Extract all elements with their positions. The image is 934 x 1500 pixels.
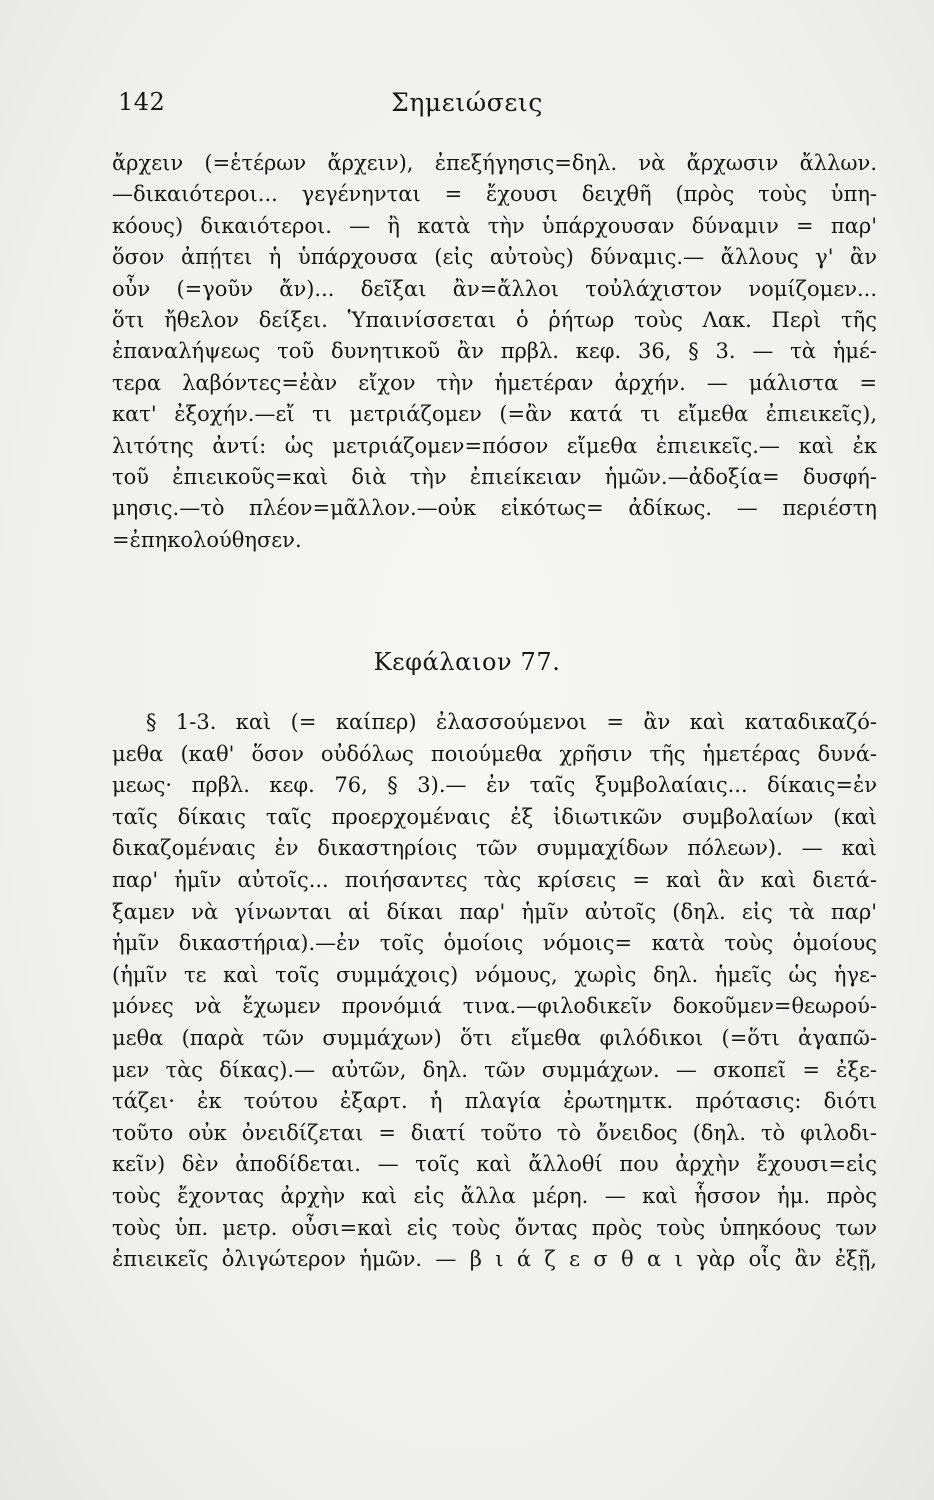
text-line: ἄρχειν (=ἑτέρων ἄρχειν), ἐπεξήγησις=δηλ. νὰ ἄρχωσιν ἄλλων. (112, 151, 877, 175)
text-line: οὖν (=γοῦν ἄν)... δεῖξαι ἂν=ἄλλοι τοὐλάχιστον νομίζομεν... (112, 276, 877, 301)
text-line: μησις.—τὸ πλέον=μᾶλλον.—οὐκ εἰκότως= ἀδίκως. — περιέστη (112, 496, 877, 521)
text-line: τοὺς ὑπ. μετρ. οὖσι=καὶ εἰς τοὺς ὄντας πρὸς τοὺς ὑπηκόους των (112, 1215, 877, 1240)
notes-block-top (112, 148, 877, 556)
text-line: μεθα (παρὰ τῶν συμμάχων) ὅτι εἴμεθα φιλόδικοι (=ὅτι ἀγαπῶ- (112, 1025, 877, 1050)
page-header (0, 82, 934, 122)
chapter-heading: Κεφάλαιον 77. (373, 648, 561, 676)
text-line: τερα λαβόντες=ἐὰν εἴχον τὴν ἡμετέραν ἀρχήν. — μάλιστα = (112, 370, 877, 395)
text-line: ἡμῖν δικαστήρια).—ἐν τοῖς ὁμοίοις νόμοις= κατὰ τοὺς ὁμοίους (112, 931, 877, 956)
text-line: ἐπιεικεῖς ὀλιγώτερον ἡμῶν. — β ι ά ζ ε σ θ α ι γὰρ οἷς ἂν ἐξῇ, (112, 1247, 877, 1272)
text-line: κόους) δικαιότεροι. — ἢ κατὰ τὴν ὑπάρχουσαν δύναμιν = παρ' (112, 213, 877, 238)
notes-block-chapter (112, 707, 877, 1276)
text-line: παρ' ἡμῖν αὐτοῖς... ποιήσαντες τὰς κρίσεις = καὶ ἂν καὶ διετά- (112, 867, 877, 892)
text-line: § 1-3. καὶ (= καίπερ) ἐλασσούμενοι = ἂν καὶ καταδικαζό- (146, 710, 877, 734)
text-line: —δικαιότεροι... γεγένηνται = ἔχουσι δειχθῆ (πρὸς τοὺς ὑπη- (112, 182, 877, 207)
running-head: Σημειώσεις (391, 88, 543, 117)
text-line: δικαζομέναις ἐν δικαστηρίοις τῶν συμμαχίδων πόλεων). — καὶ (112, 836, 877, 861)
text-line: τοῦ ἐπιεικοῦς=καὶ διὰ τὴν ἐπιείκειαν ἡμῶν.—ἀδοξία= δυσφή- (112, 464, 877, 489)
text-line: ἐπαναλήψεως τοῦ δυνητικοῦ ἂν πρβλ. κεφ. 36, § 3. — τὰ ἡμέ- (112, 339, 877, 364)
text-line: μόνες νὰ ἔχωμεν προνόμιά τινα.—φιλοδικεῖν δοκοῦμεν=θεωρού- (112, 994, 877, 1019)
text-line: μεθα (καθ' ὅσον οὐδόλως ποιούμεθα χρῆσιν τῆς ἡμετέρας δυνά- (112, 741, 877, 766)
text-line: ταῖς δίκαις ταῖς προερχομέναις ἐξ ἰδιωτικῶν συμβολαίων (καὶ (112, 804, 877, 829)
text-line: ξαμεν νὰ γίνωνται αἱ δίκαι παρ' ἡμῖν αὐτοῖς (δηλ. εἰς τὰ παρ' (112, 899, 877, 924)
text-line: τάζει· ἐκ τούτου ἐξαρτ. ἡ πλαγία ἐρωτημτκ. πρότασις: διότι (112, 1089, 877, 1114)
text-line: τοὺς ἔχοντας ἀρχὴν καὶ εἰς ἄλλα μέρη. — καὶ ἧσσον ἡμ. πρὸς (112, 1183, 877, 1208)
text-line: =ἐπηκολούθησεν. (112, 527, 302, 552)
text-line: κεῖν) δὲν ἀποδίδεται. — τοῖς καὶ ἄλλοθί που ἀρχὴν ἔχουσι=εἰς (112, 1152, 877, 1177)
text-line: ὅσον ἀπῄτει ἡ ὑπάρχουσα (εἰς αὐτοὺς) δύναμις.— ἄλλους γ' ἂν (112, 245, 877, 270)
text-line: κατ' ἐξοχήν.—εἴ τι μετριάζομεν (=ἂν κατά τι εἴμεθα ἐπιεικεῖς), (112, 402, 877, 427)
text-line: (ἡμῖν τε καὶ τοῖς συμμάχοις) νόμους, χωρὶς δηλ. ἡμεῖς ὡς ἡγε- (112, 962, 877, 987)
text-line: τοῦτο οὐκ ὀνειδίζεται = διατί τοῦτο τὸ ὄνειδος (δηλ. τὸ φιλοδι- (112, 1120, 877, 1145)
text-line: μεν τὰς δίκας).— αὐτῶν, δηλ. τῶν συμμάχων. — σκοπεῖ = ἐξε- (112, 1057, 877, 1082)
text-line: μεως· πρβλ. κεφ. 76, § 3).— ἐν ταῖς ξυμβολαίαις... δίκαις=ἐν (112, 773, 877, 798)
text-line: ὅτι ἤθελον δείξει. Ὑπαινίσσεται ὁ ῥήτωρ τοὺς Λακ. Περὶ τῆς (112, 307, 877, 332)
text-line: λιτότης ἀντί: ὡς μετριάζομεν=πόσον εἴμεθα ἐπιεικεῖς.— καὶ ἐκ (112, 433, 877, 458)
page-number: 142 (118, 88, 166, 116)
